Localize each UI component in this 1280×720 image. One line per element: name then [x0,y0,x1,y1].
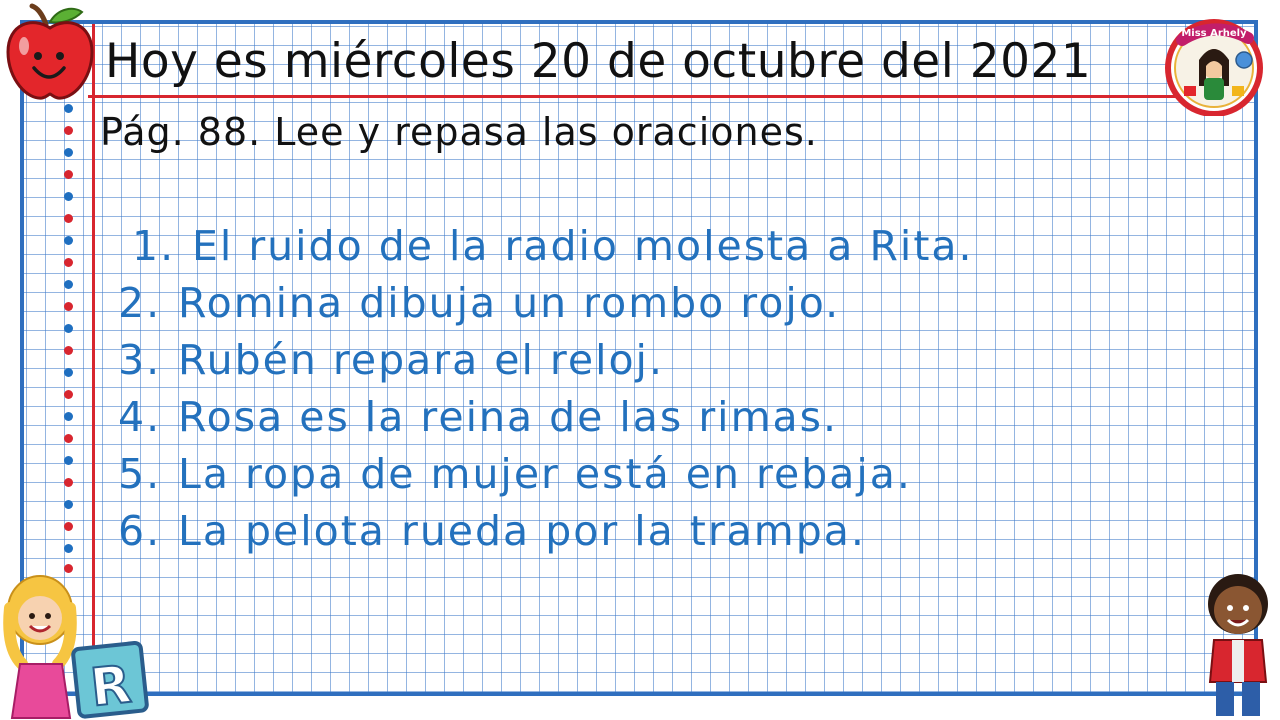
sentence-text: El ruido de la radio molesta a Rita. [192,222,974,270]
sentence-text: Rubén repara el reloj. [178,336,664,384]
dot [64,412,73,421]
dot [64,258,73,267]
dot [64,280,73,289]
sentence-text: Rosa es la reina de las rimas. [178,393,839,441]
dot [64,544,73,553]
dot [64,302,73,311]
sentence-item [118,218,974,275]
svg-text:R: R [87,654,134,719]
dot-column [64,104,78,574]
dot [64,456,73,465]
dot [64,104,73,113]
sentence-text: La pelota rueda por la trampa. [178,507,866,555]
dot [64,170,73,179]
dot [64,214,73,223]
sentence-number: 2. [118,279,162,327]
dot [64,522,73,531]
svg-text:Miss Arhely: Miss Arhely [1181,28,1247,39]
sentence-item [118,446,974,503]
dot [64,478,73,487]
sentence-item [118,332,974,389]
dot [64,390,73,399]
dot [64,324,73,333]
dot [64,346,73,355]
dot [64,368,73,377]
dot [64,500,73,509]
sentence-item [118,503,974,560]
dot [64,434,73,443]
boy-icon [1196,570,1280,720]
girl-with-letter-block-icon [0,568,160,720]
sentence-number: 5. [118,450,162,498]
dot [64,148,73,157]
sentence-number: 1. [132,222,176,270]
sentence-item [118,389,974,446]
sentence-list [118,218,974,560]
apple-icon [2,2,98,102]
dot [64,126,73,135]
sentence-text: La ropa de mujer está en rebaja. [178,450,912,498]
instruction-text: Pág. 88. Lee y repasa las oraciones. [100,110,818,154]
red-top-line [88,95,1188,98]
sentence-number: 3. [118,336,162,384]
page-title: Hoy es miércoles 20 de octubre del 2021 [105,34,1092,89]
sentence-number: 6. [118,507,162,555]
sentence-item [118,275,974,332]
dot [64,192,73,201]
dot [64,236,73,245]
sentence-number: 4. [118,393,162,441]
miss-arhely-logo-icon [1160,16,1268,116]
sentence-text: Romina dibuja un rombo rojo. [178,279,841,327]
